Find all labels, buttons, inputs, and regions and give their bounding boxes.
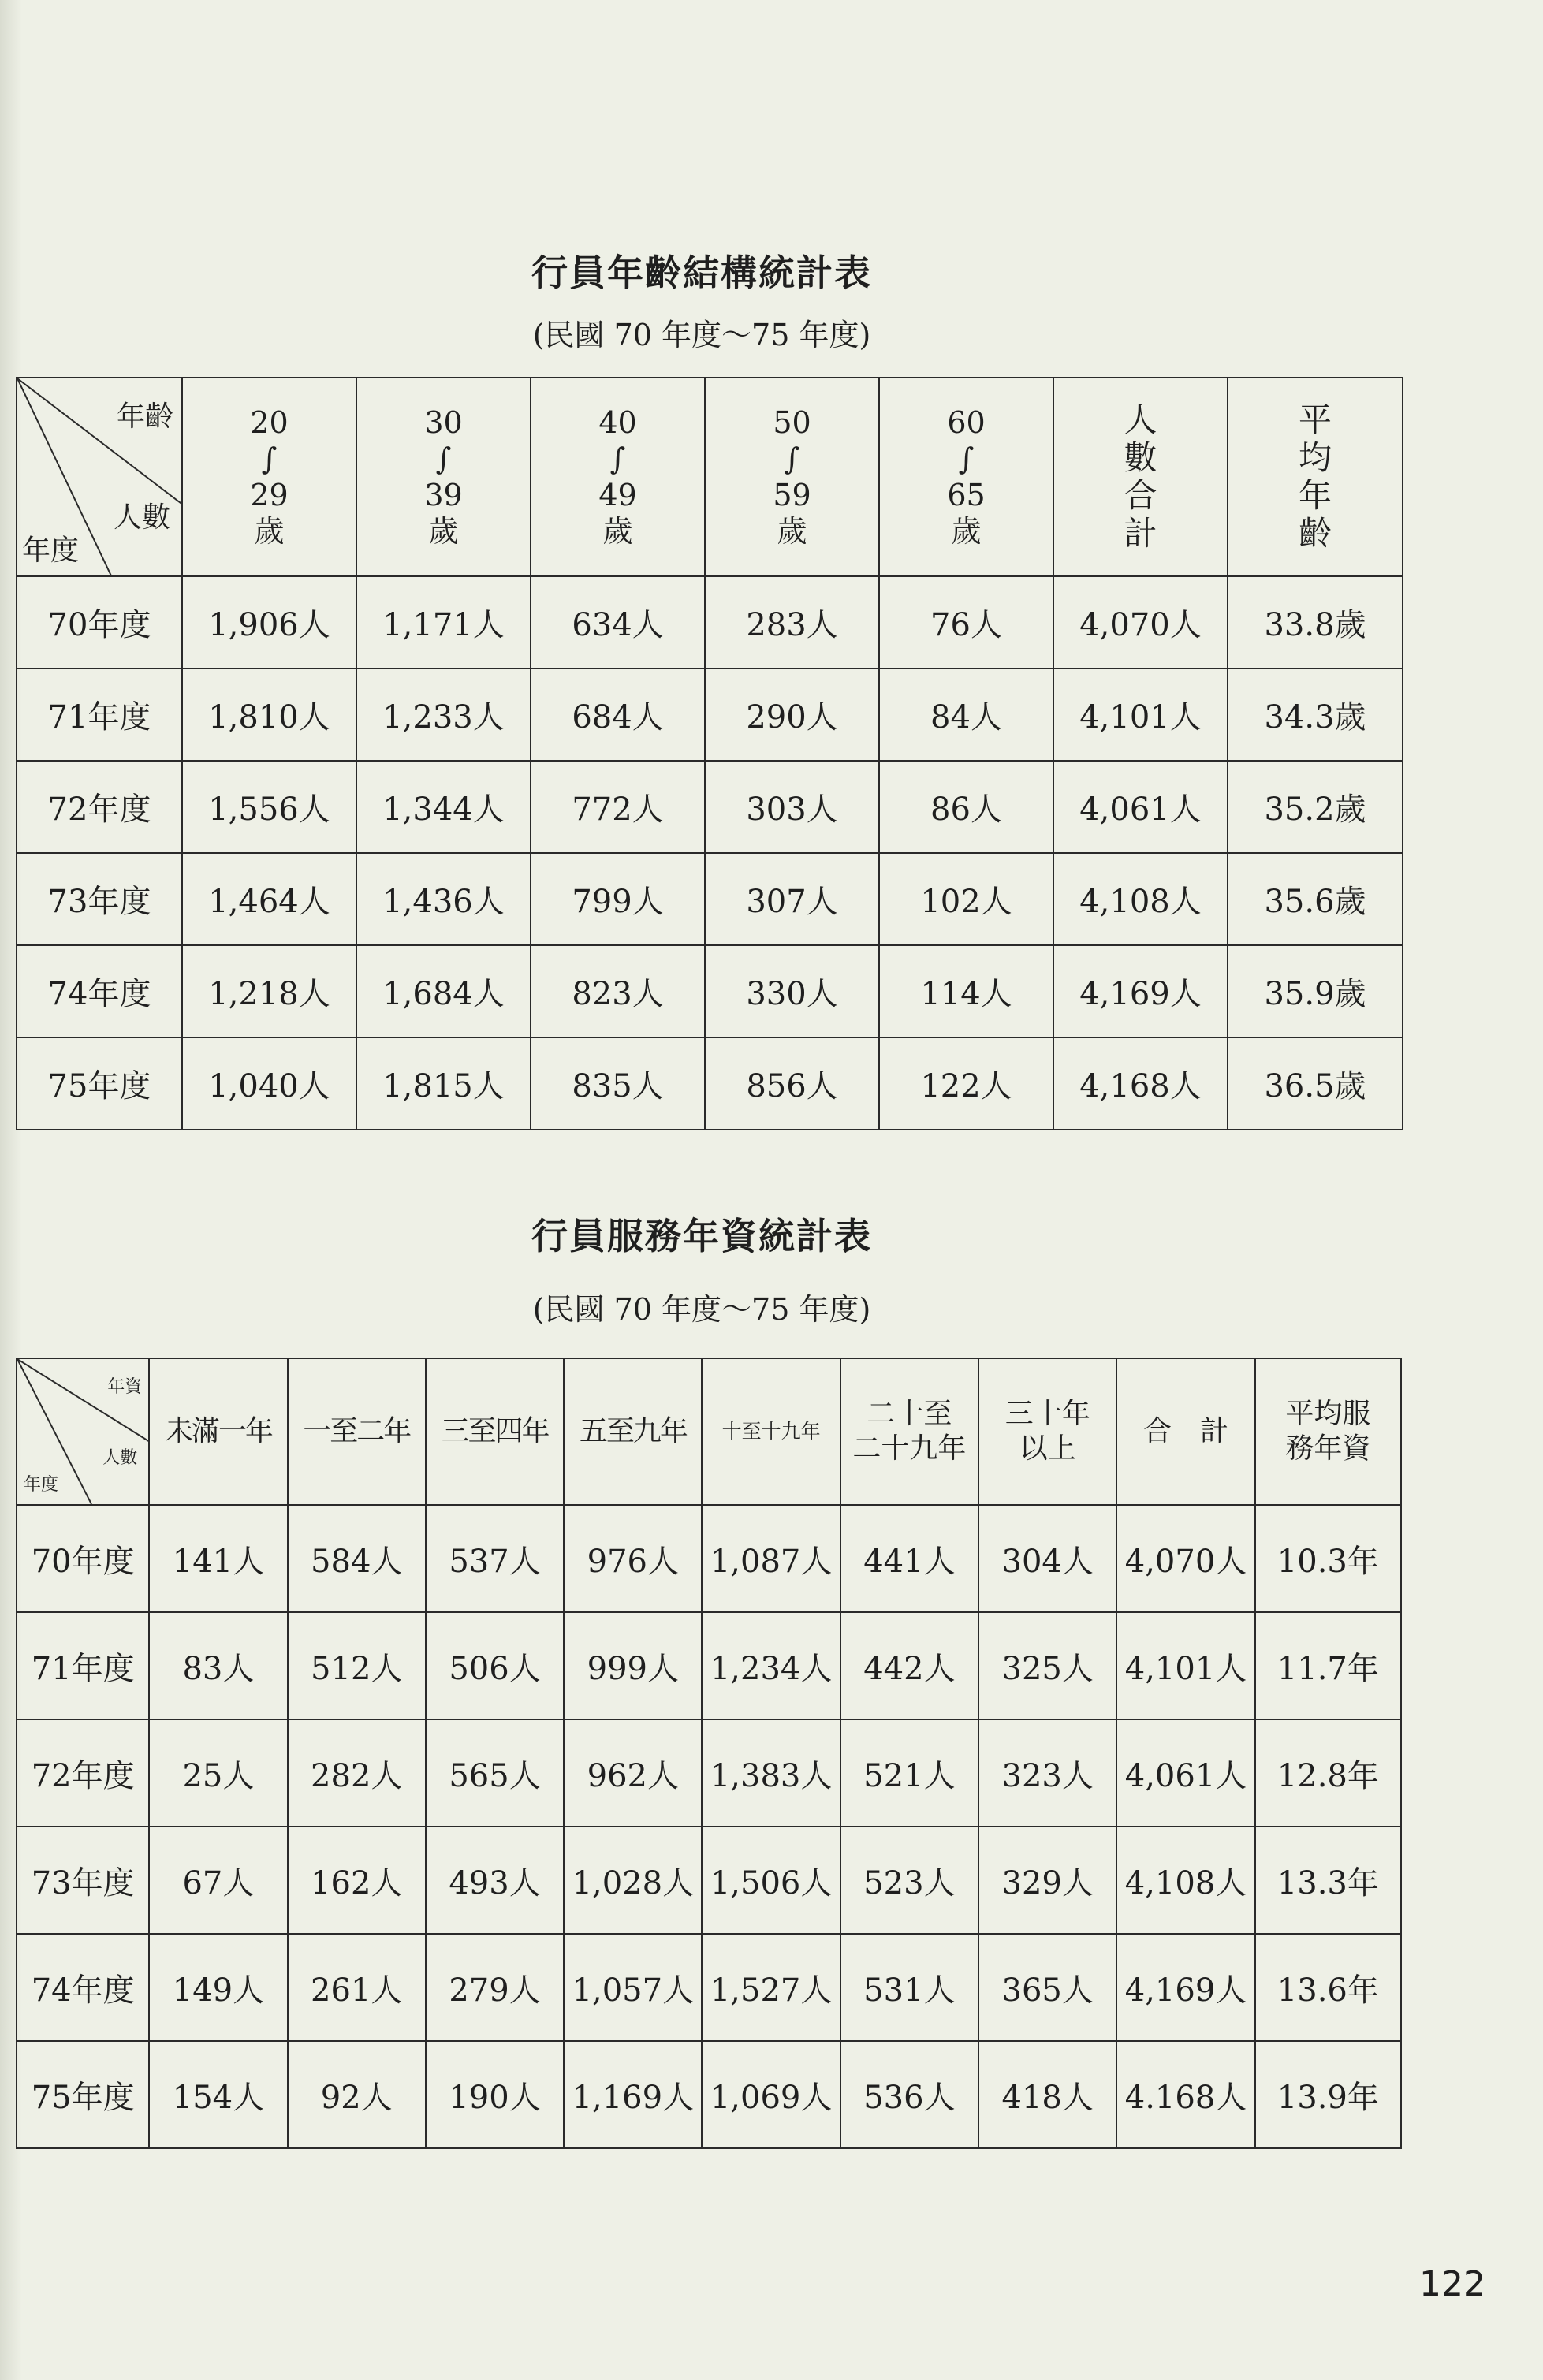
year-cell: 72年度 [17,1719,149,1827]
data-cell: 823人 [531,945,705,1037]
data-cell: 114人 [879,945,1053,1037]
data-cell: 493人 [426,1827,564,1934]
data-cell: 1,028人 [564,1827,702,1934]
data-cell: 1,436人 [356,853,531,945]
data-cell: 282人 [288,1719,426,1827]
table-row [17,1934,1401,2041]
header-five-to-nine-years: 五至九年 [564,1358,702,1505]
data-cell: 330人 [705,945,879,1037]
page-number: 122 [1419,2264,1485,2304]
table1-header-row [17,378,1403,576]
data-cell: 1,383人 [702,1719,840,1827]
corner-label-age: 年齡 [116,400,173,433]
data-cell: 1,527人 [702,1934,840,2041]
average-cell: 35.9歲 [1228,945,1403,1037]
table2-header-row [17,1358,1401,1505]
data-cell: 523人 [840,1827,978,1934]
age-col-20-29: 20 ∫ 29 歲 [182,378,356,576]
data-cell: 325人 [978,1612,1116,1719]
data-cell: 962人 [564,1719,702,1827]
data-cell: 441人 [840,1505,978,1612]
average-cell: 13.9年 [1255,2041,1401,2148]
service-years-table [16,1358,1402,2149]
table2-corner-cell [17,1358,149,1505]
table-row [17,761,1403,853]
table2-title: 行員服務年資統計表 [531,1215,872,1257]
average-cell: 10.3年 [1255,1505,1401,1612]
total-cell: 4,061人 [1116,1719,1254,1827]
corner-label-count: 人數 [102,1448,138,1468]
corner-label-year: 年度 [24,1475,59,1495]
table2-subtitle: (民國 70 年度～75 年度) [532,1292,871,1327]
table-row [17,2041,1401,2148]
data-cell: 1,057人 [564,1934,702,2041]
data-cell: 1,087人 [702,1505,840,1612]
data-cell: 279人 [426,1934,564,2041]
total-cell: 4.168人 [1116,2041,1254,2148]
total-cell: 4,070人 [1116,1505,1254,1612]
data-cell: 1,506人 [702,1827,840,1934]
year-cell: 71年度 [17,1612,149,1719]
data-cell: 122人 [879,1037,1053,1130]
data-cell: 1,556人 [182,761,356,853]
data-cell: 1,684人 [356,945,531,1037]
data-cell: 67人 [149,1827,287,1934]
data-cell: 536人 [840,2041,978,2148]
year-cell: 70年度 [17,576,182,669]
total-cell: 4,108人 [1053,853,1228,945]
data-cell: 261人 [288,1934,426,2041]
average-cell: 35.6歲 [1228,853,1403,945]
header-total: 合 計 [1116,1358,1254,1505]
table-row [17,945,1403,1037]
year-cell: 71年度 [17,669,182,761]
data-cell: 154人 [149,2041,287,2148]
data-cell: 25人 [149,1719,287,1827]
average-cell: 13.3年 [1255,1827,1401,1934]
year-cell: 75年度 [17,1037,182,1130]
average-cell: 13.6年 [1255,1934,1401,2041]
data-cell: 307人 [705,853,879,945]
header-thirty-plus-years: 三十年 以上 [978,1358,1116,1505]
table-row [17,1827,1401,1934]
data-cell: 1,171人 [356,576,531,669]
data-cell: 976人 [564,1505,702,1612]
data-cell: 537人 [426,1505,564,1612]
year-cell: 70年度 [17,1505,149,1612]
year-cell: 74年度 [17,1934,149,2041]
total-cell: 4,108人 [1116,1827,1254,1934]
year-cell: 72年度 [17,761,182,853]
data-cell: 84人 [879,669,1053,761]
data-cell: 303人 [705,761,879,853]
year-cell: 75年度 [17,2041,149,2148]
total-count-header: 人 數 合 計 [1053,378,1228,576]
data-cell: 999人 [564,1612,702,1719]
total-cell: 4,169人 [1116,1934,1254,2041]
data-cell: 835人 [531,1037,705,1130]
total-cell: 4,061人 [1053,761,1228,853]
age-col-50-59: 50 ∫ 59 歲 [705,378,879,576]
data-cell: 290人 [705,669,879,761]
data-cell: 531人 [840,1934,978,2041]
data-cell: 149人 [149,1934,287,2041]
year-cell: 73年度 [17,853,182,945]
data-cell: 799人 [531,853,705,945]
table-row [17,1612,1401,1719]
table-row [17,1037,1403,1130]
data-cell: 323人 [978,1719,1116,1827]
data-cell: 584人 [288,1505,426,1612]
data-cell: 365人 [978,1934,1116,2041]
data-cell: 190人 [426,2041,564,2148]
year-cell: 74年度 [17,945,182,1037]
header-three-to-four-years: 三至四年 [426,1358,564,1505]
average-cell: 35.2歲 [1228,761,1403,853]
data-cell: 1,169人 [564,2041,702,2148]
header-under-one-year: 未滿一年 [149,1358,287,1505]
data-cell: 521人 [840,1719,978,1827]
corner-label-count: 人數 [113,501,170,534]
data-cell: 1,810人 [182,669,356,761]
data-cell: 565人 [426,1719,564,1827]
age-col-30-39: 30 ∫ 39 歲 [356,378,531,576]
data-cell: 1,218人 [182,945,356,1037]
corner-label-year: 年度 [22,534,80,567]
table-row [17,576,1403,669]
average-cell: 34.3歲 [1228,669,1403,761]
total-cell: 4,101人 [1116,1612,1254,1719]
table-row [17,1505,1401,1612]
data-cell: 283人 [705,576,879,669]
data-cell: 684人 [531,669,705,761]
year-cell: 73年度 [17,1827,149,1934]
data-cell: 772人 [531,761,705,853]
data-cell: 634人 [531,576,705,669]
age-col-40-49: 40 ∫ 49 歲 [531,378,705,576]
data-cell: 1,815人 [356,1037,531,1130]
data-cell: 856人 [705,1037,879,1130]
data-cell: 1,040人 [182,1037,356,1130]
data-cell: 76人 [879,576,1053,669]
total-cell: 4,168人 [1053,1037,1228,1130]
data-cell: 512人 [288,1612,426,1719]
table-row [17,1719,1401,1827]
table1-corner-cell [17,378,182,576]
table1-subtitle: (民國 70 年度～75 年度) [532,318,871,352]
total-cell: 4,070人 [1053,576,1228,669]
total-cell: 4,169人 [1053,945,1228,1037]
data-cell: 162人 [288,1827,426,1934]
average-cell: 11.7年 [1255,1612,1401,1719]
age-structure-table [16,377,1403,1130]
average-age-header: 平 均 年 齡 [1228,378,1403,576]
data-cell: 1,233人 [356,669,531,761]
header-one-to-two-years: 一至二年 [288,1358,426,1505]
data-cell: 418人 [978,2041,1116,2148]
data-cell: 86人 [879,761,1053,853]
average-cell: 33.8歲 [1228,576,1403,669]
header-twenty-to-twentynine-years: 二十至 二十九年 [840,1358,978,1505]
data-cell: 1,069人 [702,2041,840,2148]
data-cell: 1,464人 [182,853,356,945]
data-cell: 141人 [149,1505,287,1612]
data-cell: 442人 [840,1612,978,1719]
age-col-60-65: 60 ∫ 65 歲 [879,378,1053,576]
header-average-service: 平均服 務年資 [1255,1358,1401,1505]
data-cell: 304人 [978,1505,1116,1612]
header-ten-to-nineteen-years: 十至十九年 [702,1358,840,1505]
data-cell: 506人 [426,1612,564,1719]
data-cell: 92人 [288,2041,426,2148]
data-cell: 83人 [149,1612,287,1719]
data-cell: 1,906人 [182,576,356,669]
table-row [17,853,1403,945]
table1-title: 行員年齡結構統計表 [531,251,872,294]
data-cell: 329人 [978,1827,1116,1934]
data-cell: 1,344人 [356,761,531,853]
data-cell: 102人 [879,853,1053,945]
average-cell: 36.5歲 [1228,1037,1403,1130]
table-row [17,669,1403,761]
total-cell: 4,101人 [1053,669,1228,761]
average-cell: 12.8年 [1255,1719,1401,1827]
data-cell: 1,234人 [702,1612,840,1719]
corner-label-seniority: 年資 [107,1377,143,1397]
